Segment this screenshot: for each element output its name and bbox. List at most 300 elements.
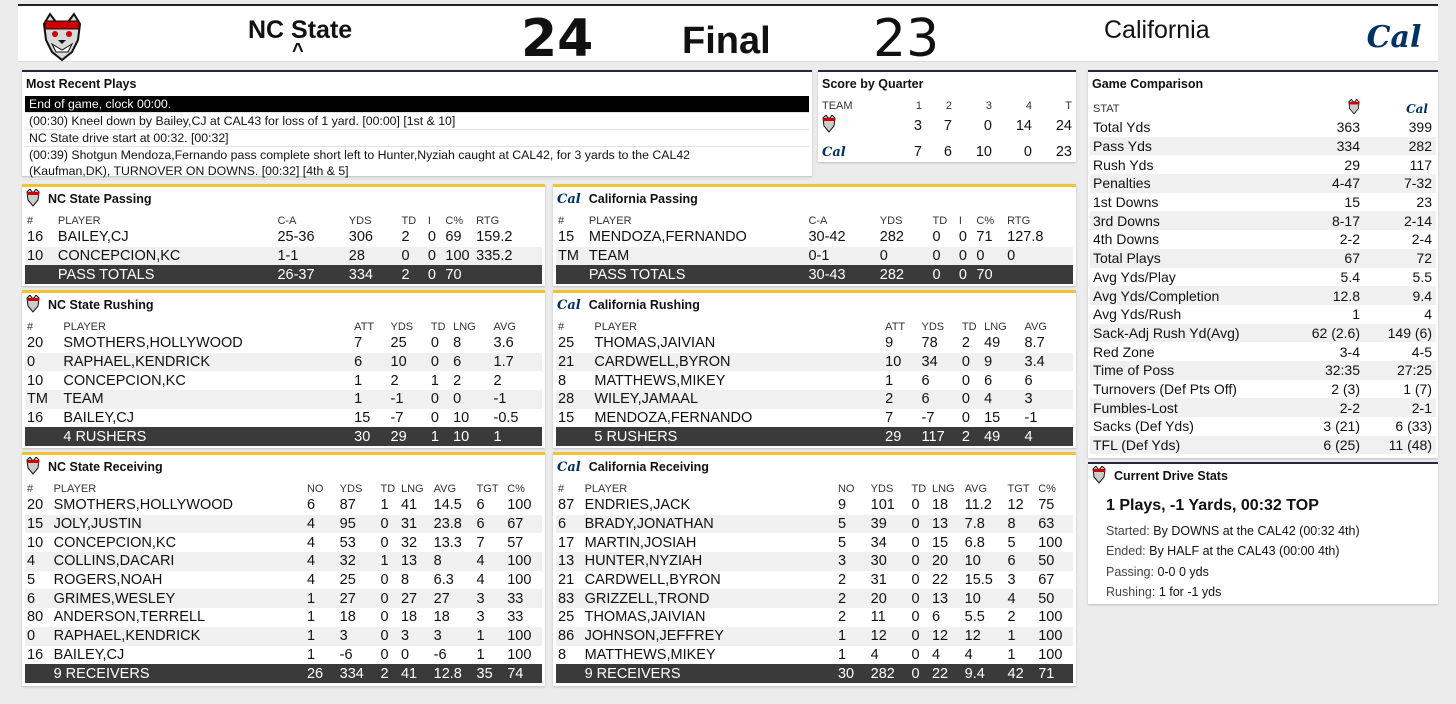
stat-cell <box>556 427 594 446</box>
stat-cell: 6 <box>453 353 493 372</box>
stat-cell: 8 <box>453 335 462 352</box>
cal-mini-text: Cal <box>822 144 846 160</box>
column-header[interactable]: ATT <box>885 321 906 333</box>
stat-cell: 13 <box>556 552 585 571</box>
stat-cell: 15 <box>354 410 371 427</box>
score-cell: 3 <box>913 118 922 134</box>
column-header[interactable]: # <box>27 321 34 333</box>
stat-cell: 7 <box>354 335 363 352</box>
stat-value: 334 <box>1300 137 1360 156</box>
recent-plays-title: Most Recent Plays <box>26 77 137 91</box>
stat-cell: 11 <box>870 609 886 626</box>
stat-cell: 7.8 <box>965 515 1008 534</box>
stat-label: Pass Yds <box>1090 137 1300 156</box>
stat-cell: 50 <box>1038 589 1073 608</box>
column-header[interactable]: RTG <box>1007 215 1031 227</box>
stat-label: Rush Yds <box>1093 156 1154 173</box>
column-header[interactable]: PLAYER <box>588 215 632 227</box>
stat-value: 3 (21) <box>1323 418 1360 435</box>
column-header[interactable]: YDS <box>870 483 894 495</box>
stat-cell: 10 <box>453 427 493 446</box>
drive-title-row <box>1088 464 1438 488</box>
player-row <box>556 247 1073 266</box>
panel-title-row <box>553 455 1076 479</box>
panel-title: NC State Receiving <box>48 460 163 474</box>
player-name[interactable]: ANDERSON,TERRELL <box>53 609 206 626</box>
stat-cell: 20 <box>932 552 965 571</box>
column-header[interactable]: # <box>27 215 34 227</box>
stat-cell: 5 <box>837 534 847 551</box>
column-header[interactable]: AVG <box>433 483 457 495</box>
stat-cell: 10 <box>453 410 470 427</box>
player-name[interactable]: THOMAS,JAIVIAN <box>584 609 706 626</box>
stat-cell: 67 <box>507 515 542 534</box>
stat-cell: 22 <box>932 664 965 683</box>
wolf-mini-icon <box>26 295 40 316</box>
col-q2: 2 <box>945 100 952 112</box>
stat-cell: 95 <box>340 515 381 534</box>
stat-cell: 33 <box>507 589 542 608</box>
column-header[interactable]: AVG <box>964 483 988 495</box>
stat-cell: 306 <box>348 229 373 246</box>
stat-cell: 15 <box>558 410 575 427</box>
stat-cell: 101 <box>870 497 895 514</box>
stat-cell: 70 <box>445 265 476 284</box>
stat-cell: 20 <box>27 335 44 352</box>
stat-cell: 4 <box>306 534 316 551</box>
stat-value: 117 <box>1409 156 1432 173</box>
stat-cell: TM <box>556 247 589 266</box>
stat-cell: 0 <box>428 265 446 284</box>
stat-cell: 0 <box>381 515 401 534</box>
stat-cell: 4 <box>307 515 340 534</box>
column-header[interactable]: # <box>558 321 565 333</box>
col-stat: STAT <box>1093 102 1120 115</box>
player-row <box>556 627 1073 646</box>
stat-cell: 6.3 <box>433 572 454 589</box>
quarter-row-cal <box>822 139 1072 165</box>
stat-cell: 0 <box>427 229 436 246</box>
stat-cell: 0 <box>961 372 970 389</box>
player-row <box>25 409 542 428</box>
stat-cell: 0 <box>912 515 932 534</box>
cal-receiving-panel <box>553 452 1076 686</box>
stat-cell: -7 <box>921 410 935 427</box>
player-name: 9 RECEIVERS <box>585 664 838 683</box>
stat-label: Time of Poss <box>1090 361 1300 380</box>
play-item: (00:30) Kneel down by Bailey,CJ at CAL43 for loss of 1 yard. [00:00] [1st & 10] <box>25 113 809 130</box>
column-header[interactable]: # <box>558 215 565 227</box>
stat-value: 282 <box>1360 137 1436 156</box>
stat-cell: 100 <box>507 497 532 514</box>
column-header[interactable]: YDS <box>921 321 945 333</box>
stat-cell: 25 <box>339 572 356 589</box>
stat-cell: 4 <box>984 390 1024 409</box>
column-header[interactable]: LNG <box>453 321 476 333</box>
stat-cell: 9 <box>984 353 1024 372</box>
stat-cell: 0 <box>381 627 401 646</box>
player-name[interactable]: THOMAS,JAIVIAN <box>594 335 716 352</box>
stat-value: 67 <box>1300 249 1360 268</box>
stat-value: 27:25 <box>1360 361 1436 380</box>
stat-cell <box>25 664 54 683</box>
comparison-row <box>1090 249 1436 268</box>
stat-cell: 0 <box>959 247 977 266</box>
stat-cell: 26-37 <box>277 265 348 284</box>
wolf-mini-icon <box>26 189 40 210</box>
stat-cell: 12 <box>932 627 965 646</box>
stat-cell: 1 <box>306 609 316 626</box>
cal-rushing-panel <box>553 290 1076 448</box>
cal-mini-text: Cal <box>557 297 581 313</box>
player-row <box>556 646 1073 665</box>
player-name[interactable]: GRIZZELL,TROND <box>585 589 838 608</box>
stat-cell: 11.2 <box>964 497 992 514</box>
stat-cell: 5 <box>838 515 871 534</box>
player-name[interactable]: CONCEPCION,KC <box>53 534 177 551</box>
stat-value: 9.4 <box>1360 286 1436 305</box>
stat-cell <box>556 664 585 683</box>
column-header[interactable]: LNG <box>931 483 955 495</box>
stat-cell: 34 <box>922 353 962 372</box>
stat-value: 2-1 <box>1360 398 1436 417</box>
stat-cell: 1 <box>307 627 340 646</box>
player-name[interactable]: SMOTHERS,HOLLYWOOD <box>63 335 243 352</box>
player-name[interactable]: CARDWELL,BYRON <box>594 353 885 372</box>
player-name[interactable]: RAPHAEL,KENDRICK <box>63 353 354 372</box>
stat-cell: 25-36 <box>277 229 315 246</box>
stat-cell: 1 <box>431 427 453 446</box>
column-header[interactable]: # <box>558 483 565 495</box>
stat-cell: 13.3 <box>433 534 462 551</box>
column-header[interactable]: NO <box>837 483 855 495</box>
player-name[interactable]: GRIMES,WESLEY <box>54 589 307 608</box>
stat-value: 72 <box>1360 249 1436 268</box>
stat-cell: -7 <box>390 410 404 427</box>
column-header[interactable]: ATT <box>354 321 375 333</box>
stat-cell: -6 <box>339 646 353 663</box>
player-row <box>25 589 542 608</box>
stat-cell: 1-1 <box>277 247 348 266</box>
stat-cell: 100 <box>507 572 532 589</box>
cal-logo[interactable] <box>1364 12 1424 62</box>
player-name[interactable]: ENDRIES,JACK <box>584 497 691 514</box>
game-comparison-panel <box>1088 70 1438 458</box>
player-name[interactable]: BAILEY,CJ <box>57 229 129 246</box>
column-header[interactable]: RTG <box>476 215 500 227</box>
stat-label: Red Zone <box>1093 343 1155 360</box>
player-name[interactable]: HUNTER,NYZIAH <box>585 552 838 571</box>
player-name[interactable]: BAILEY,CJ <box>53 646 125 663</box>
column-header[interactable]: AVG <box>493 321 516 333</box>
column-header[interactable]: TGT <box>476 483 499 495</box>
column-header[interactable]: C% <box>507 483 525 495</box>
stat-value: 1 <box>1352 306 1360 323</box>
stat-cell: 2 <box>961 335 970 352</box>
col-q4: 4 <box>1025 100 1032 112</box>
column-header[interactable]: TGT <box>1007 483 1030 495</box>
stat-label: 1st Downs <box>1093 194 1159 211</box>
stat-cell: 1 <box>381 552 401 571</box>
column-header[interactable]: C% <box>976 215 995 227</box>
stat-cell: 3 <box>476 609 485 626</box>
stat-cell: 6 <box>931 609 941 626</box>
stat-cell: 21 <box>558 572 575 589</box>
comparison-row <box>1090 268 1436 287</box>
stat-cell: 4 <box>476 572 485 589</box>
stat-cell: 1 <box>430 372 439 389</box>
stat-cell: 0 <box>381 589 401 608</box>
stat-cell: 2 <box>1007 609 1016 626</box>
score-cell: 14 <box>1015 118 1032 134</box>
totals-row <box>25 427 542 446</box>
stat-cell: 8 <box>558 646 567 663</box>
comparison-row <box>1090 118 1436 137</box>
stat-label: Total Yds <box>1093 119 1151 136</box>
column-header[interactable]: YDS <box>348 215 372 227</box>
comparison-table <box>1090 96 1436 454</box>
player-row <box>25 334 542 353</box>
player-name[interactable]: TEAM <box>589 247 809 266</box>
stat-cell: 0 <box>962 353 984 372</box>
panel-title: NC State Passing <box>48 192 152 206</box>
player-name[interactable]: BAILEY,CJ <box>63 410 135 427</box>
column-header[interactable]: TD <box>932 215 948 227</box>
stat-label: Avg Yds/Completion <box>1090 286 1300 305</box>
column-header[interactable]: LNG <box>400 483 424 495</box>
ended-value: By HALF at the CAL43 (00:00 4th) <box>1149 544 1340 558</box>
rushing-value: 1 for -1 yds <box>1158 585 1222 599</box>
player-name[interactable]: JOHNSON,JEFFREY <box>585 627 838 646</box>
stat-label: Avg Yds/Rush <box>1093 306 1182 323</box>
stat-cell: 1 <box>354 390 390 409</box>
player-name: PASS TOTALS <box>589 265 809 284</box>
column-header[interactable]: TD <box>380 483 396 495</box>
column-header[interactable]: AVG <box>1024 321 1047 333</box>
possession-caret: ^ <box>292 40 304 62</box>
stat-cell: 3 <box>434 627 477 646</box>
stat-value: 32:35 <box>1300 361 1360 380</box>
stat-cell: 10 <box>885 353 921 372</box>
player-row <box>556 533 1073 552</box>
stat-cell: -6 <box>433 646 447 663</box>
stat-cell: 32 <box>340 552 381 571</box>
player-row <box>556 496 1073 515</box>
stat-cell: 32 <box>400 534 418 551</box>
play-item: (Kaufman,DK), TURNOVER ON DOWNS. [00:32] [4th & 5] <box>25 163 809 180</box>
play-item: (00:39) Shotgun Mendoza,Fernando pass complete short left to Hunter,Nyziah caught at CAL42, for 3 yards to the CAL42 <box>29 148 690 162</box>
score-cell: 7 <box>943 118 952 134</box>
stat-cell: 4 <box>1025 427 1074 446</box>
player-name[interactable]: MENDOZA,FERNANDO <box>588 229 747 246</box>
stat-cell: 1 <box>1007 646 1016 663</box>
stat-label: 4th Downs <box>1093 231 1160 248</box>
column-header[interactable]: YDS <box>390 321 414 333</box>
stat-label: TFL (Def Yds) <box>1090 436 1300 455</box>
player-name[interactable]: CONCEPCION,KC <box>58 247 278 266</box>
stat-cell: 2 <box>962 427 984 446</box>
totals-row <box>556 427 1073 446</box>
stats-table <box>25 211 542 284</box>
stat-cell: 6 <box>477 515 508 534</box>
stat-cell: 0 <box>912 664 932 683</box>
stat-cell: 0 <box>401 247 427 266</box>
away-team-name[interactable]: California <box>1104 16 1210 44</box>
stat-value: 62 (2.6) <box>1300 324 1360 343</box>
column-header[interactable]: PLAYER <box>53 483 97 495</box>
stat-cell: 0 <box>959 265 977 284</box>
column-header[interactable]: # <box>27 483 34 495</box>
wolf-mini-icon <box>26 457 40 478</box>
player-row <box>25 353 542 372</box>
column-header[interactable]: I <box>427 215 431 227</box>
column-header[interactable]: YDS <box>339 483 363 495</box>
stat-cell: -0.5 <box>493 410 519 427</box>
stats-table <box>25 317 542 446</box>
column-header[interactable]: C% <box>1038 483 1056 495</box>
ncstate-passing-panel <box>22 184 545 286</box>
stat-cell: 69 <box>445 229 462 246</box>
stat-cell: 0 <box>880 247 933 266</box>
player-name[interactable]: RAPHAEL,KENDRICK <box>54 627 307 646</box>
stat-cell: 100 <box>1038 646 1063 663</box>
started-value: By DOWNS at the CAL42 (00:32 4th) <box>1153 523 1360 538</box>
drive-title: Current Drive Stats <box>1114 469 1228 483</box>
stat-cell: 34 <box>870 534 887 551</box>
stat-cell: 8 <box>400 572 410 589</box>
column-header[interactable]: NO <box>306 483 324 495</box>
stat-cell <box>1007 265 1073 284</box>
column-header[interactable]: TD <box>961 321 977 333</box>
totals-row <box>25 664 542 683</box>
player-name[interactable]: CONCEPCION,KC <box>63 372 186 389</box>
player-name: 9 RECEIVERS <box>54 664 307 683</box>
panel-title: NC State Rushing <box>48 298 154 312</box>
stat-cell: 4 <box>25 552 54 571</box>
stat-value: 2 (3) <box>1331 380 1360 397</box>
stat-cell: 25 <box>390 335 407 352</box>
stat-cell: 5 <box>1007 534 1016 551</box>
score-cell: 7 <box>913 144 922 160</box>
stat-cell: 3.6 <box>493 335 514 352</box>
stat-cell: 0 <box>932 229 941 246</box>
player-name[interactable]: TEAM <box>63 390 354 409</box>
stat-cell: 33 <box>507 609 524 626</box>
player-row <box>556 552 1073 571</box>
stat-value: 29 <box>1344 156 1360 173</box>
player-name[interactable]: COLLINS,DACARI <box>54 552 307 571</box>
stat-cell: TM <box>25 390 63 409</box>
stat-cell: 5.5 <box>964 609 985 626</box>
stat-cell: 16 <box>27 646 44 663</box>
totals-row <box>556 265 1073 284</box>
stat-cell: 31 <box>401 515 434 534</box>
comparison-row <box>1090 286 1436 305</box>
stat-cell: 1 <box>306 646 316 663</box>
wolf-logo-icon <box>38 12 86 62</box>
stat-cell: 1 <box>885 372 894 389</box>
stat-cell: 7 <box>885 410 894 427</box>
ncstate-logo[interactable] <box>32 12 92 62</box>
rushing-label: Rushing: <box>1106 585 1156 599</box>
stat-cell: 13 <box>401 552 434 571</box>
away-score: 23 <box>873 9 940 69</box>
stat-label: Sack-Adj Rush Yd(Avg) <box>1090 324 1300 343</box>
ended-label: Ended: <box>1106 544 1146 558</box>
player-name[interactable]: MARTIN,JOSIAH <box>584 534 697 551</box>
stat-value: 399 <box>1408 119 1432 136</box>
column-header[interactable]: YDS <box>879 215 903 227</box>
panel-title: California Passing <box>588 192 698 206</box>
stat-cell: 18 <box>433 609 450 626</box>
player-name[interactable]: JOLY,JUSTIN <box>54 515 307 534</box>
player-name[interactable]: MATTHEWS,MIKEY <box>584 646 716 663</box>
score-cell: 24 <box>1055 118 1072 134</box>
stat-cell: 1 <box>837 646 847 663</box>
stat-cell: 334 <box>340 664 381 683</box>
column-header[interactable]: PLAYER <box>594 321 637 333</box>
score-cell: 10 <box>975 144 992 160</box>
stats-table <box>556 479 1073 683</box>
stat-cell: 0 <box>932 265 958 284</box>
stat-cell: 15 <box>931 534 949 551</box>
player-name[interactable]: MATTHEWS,MIKEY <box>594 372 726 389</box>
stat-value: 2-14 <box>1360 211 1436 230</box>
stat-cell: 8 <box>434 552 477 571</box>
stat-value: 1 (7) <box>1403 380 1432 397</box>
column-header[interactable]: TD <box>401 215 417 227</box>
player-name[interactable]: ROGERS,NOAH <box>53 572 163 589</box>
column-header[interactable]: PLAYER <box>57 215 101 227</box>
stat-cell: 12 <box>965 627 1008 646</box>
col-total: T <box>1065 100 1072 112</box>
stat-cell: 27 <box>434 589 477 608</box>
player-name[interactable]: WILEY,JAMAAL <box>594 390 885 409</box>
stat-cell: 100 <box>507 552 542 571</box>
column-header[interactable]: C-A <box>277 215 297 227</box>
stat-cell: 10 <box>25 247 58 266</box>
column-header[interactable]: LNG <box>984 321 1007 333</box>
stat-value: 23 <box>1416 194 1432 211</box>
score-cell: 6 <box>943 144 952 160</box>
stat-cell: 70 <box>976 265 1007 284</box>
player-name[interactable]: BRADY,JONATHAN <box>585 515 838 534</box>
column-header[interactable]: C-A <box>808 215 828 227</box>
stat-cell: 27 <box>401 589 434 608</box>
stat-cell: 18 <box>931 497 949 514</box>
comparison-row <box>1090 342 1436 361</box>
stat-cell: 15 <box>25 515 54 534</box>
stat-cell: 0 <box>431 390 453 409</box>
player-name[interactable]: CARDWELL,BYRON <box>584 572 721 589</box>
column-header[interactable]: I <box>958 215 962 227</box>
column-header[interactable]: PLAYER <box>584 483 628 495</box>
column-header[interactable]: PLAYER <box>63 321 106 333</box>
player-name[interactable]: MENDOZA,FERNANDO <box>594 410 753 427</box>
stat-cell: 0 <box>932 247 958 266</box>
panel-title: California Rushing <box>588 298 700 312</box>
column-header[interactable]: TD <box>430 321 446 333</box>
col-q3: 3 <box>985 100 992 112</box>
column-header[interactable]: TD <box>911 483 927 495</box>
player-row <box>556 571 1073 590</box>
home-team-name[interactable]: NC State <box>248 16 353 44</box>
stat-cell: 2 <box>401 229 410 246</box>
stat-cell: 1 <box>494 427 543 446</box>
player-name[interactable]: SMOTHERS,HOLLYWOOD <box>53 497 233 514</box>
stat-cell: 29 <box>391 427 431 446</box>
column-header[interactable]: C% <box>445 215 464 227</box>
